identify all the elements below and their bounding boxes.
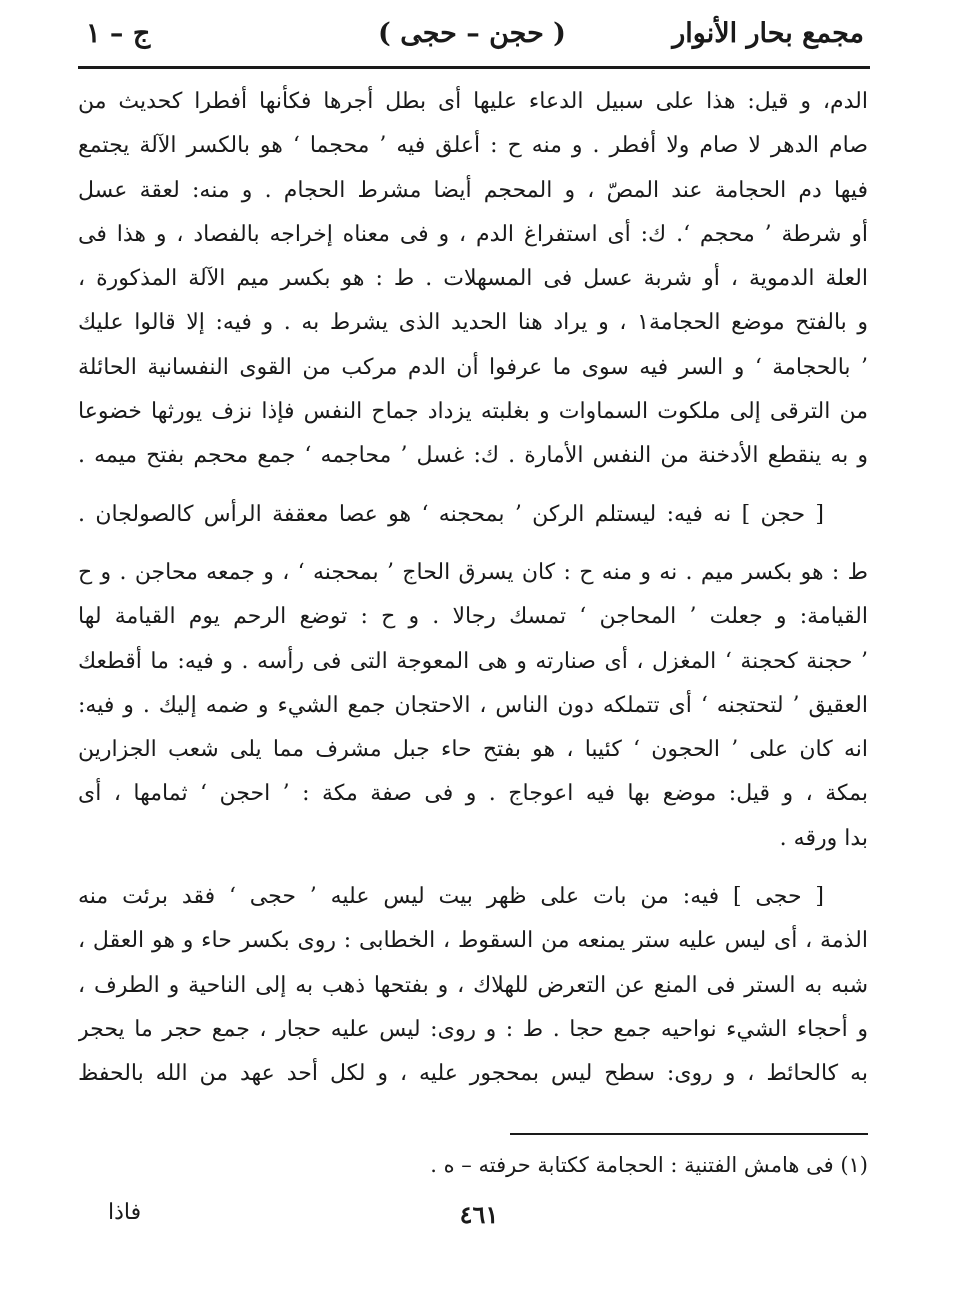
text-line: القيامة: و جعلت ’ المحاجن ‘ تمسك رجالا . و ح : توضع الرحم يوم القيامة لها xyxy=(78,604,868,630)
footnote: (١) فى هامش الفتنية : الحجامة ككتابة حرفته – ه . xyxy=(430,1153,868,1177)
text-line: انه كان على ’ الحجون ‘ كئيبا ، هو بفتح حاء جبل مشرف مما يلى شعب الجزارين xyxy=(78,737,868,763)
book-title: مجمع بحار الأنوار xyxy=(672,18,864,49)
text-line: و به ينقطع الأدخنة من النفس الأمارة . ك: غسل ’ محاجمه ‘ جمع محجم بفتح ميمه . xyxy=(78,443,868,469)
text-line: و بالفتح موضع الحجامة١ ، و يراد هنا الحديد الذى يشرط به . و فيه: إلا قالوا عليك xyxy=(78,310,868,336)
main-text xyxy=(78,80,868,1097)
text-line: الدم، و قيل: هذا على سبيل الدعاء عليها أى بطل أجرها فكأنها أفطرا كحديث من xyxy=(78,89,868,114)
text-line: الذمة ، أى ليس عليه ستر يمنعه من السقوط ، الخطابى : روى بكسر حاء و هو العقل ، xyxy=(78,928,868,954)
text-line: بدا ورقه . xyxy=(779,825,868,851)
text-line: شبه به الستر فى المنع عن التعرض للهلاك ، و بفتحها ذهب به إلى الناحية و الطرف ، xyxy=(78,972,868,998)
header-rule xyxy=(78,66,870,69)
volume-number: ج – ١ xyxy=(86,18,151,49)
footnote-rule xyxy=(510,1133,868,1135)
entry-range: ( حجن – حجى ) xyxy=(378,18,566,49)
text-line: من الترقى إلى ملكوت السماوات و بغلبته يزداد جماح النفس فإذا نزف يورثها خضوعا xyxy=(78,399,868,425)
catchword: فاذا xyxy=(108,1200,142,1225)
text-line: و أحجاء الشيء نواحيه جمع حجا . ط : و روى: ليس عليه حجار ، جمع حجر ما يحجر xyxy=(78,1016,868,1042)
text-line: أو شرطة ’ محجم ‘. ك: أى استفراغ الدم ، و فى معناه إخراجه بالفصاد ، و هذا فى xyxy=(78,221,868,247)
entry-hijn-heading-line: [ حجن ] نه فيه: ليستلم الركن ’ بمحجنه ‘ هو عصا معقفة الرأس كالصولجان . xyxy=(78,501,824,527)
running-header xyxy=(80,18,864,62)
text-line: ’ بالحجامة ‘ و السر فيه سوى ما عرفوا أن الدم مركب من القوى النفسانية الحائلة xyxy=(78,354,868,380)
text-line: ط : هو بكسر ميم . نه و منه ح : كان يسرق الحاج ’ بمحجنه ‘ ، و جمعه محاجن . و ح xyxy=(78,559,868,585)
text-line: بمكة ، و قيل: موضع بها فيه اعوجاج . و فى صفة مكة : ’ احجن ‘ ثمامها ، أى xyxy=(78,781,868,807)
text-line: فيها دم الحجامة عند المصّ ، و المحجم أيضا مشرط الحجام . و منه: لعقة عسل xyxy=(78,177,868,203)
text-line: به كالحائط ، و روى: سطح ليس بمحجور عليه ، و لكل أحد عهد من الله بالحفظ xyxy=(78,1061,868,1087)
text-line: العقيق ’ لتحتجنه ‘ أى تتملكه دون الناس ، الاحتجان جمع الشيء و ضمه إليك . و فيه: xyxy=(78,692,868,718)
text-line: العلة الدموية ، أو شربة عسل فى المسهلات . ط : هو بكسر ميم الآلة المذكورة ، xyxy=(78,266,868,292)
text-line: ’ حجنة كحجنة ‘ المغزل ، أى صنارته و هى المعوجة التى فى رأسه . و فيه: ما أقطعك xyxy=(78,648,868,674)
entry-hija-heading-line: [ حجى ] فيه: من بات على ظهر بيت ليس عليه ’ حجى ‘ فقد برئت منه xyxy=(78,884,824,910)
text-line: صام الدهر لا صام ولا أفطر . و منه ح : أعلق فيه ’ محجما ‘ هو بالكسر الآلة يجتمع xyxy=(78,133,868,159)
page-number: ٤٦١ xyxy=(459,1200,499,1229)
